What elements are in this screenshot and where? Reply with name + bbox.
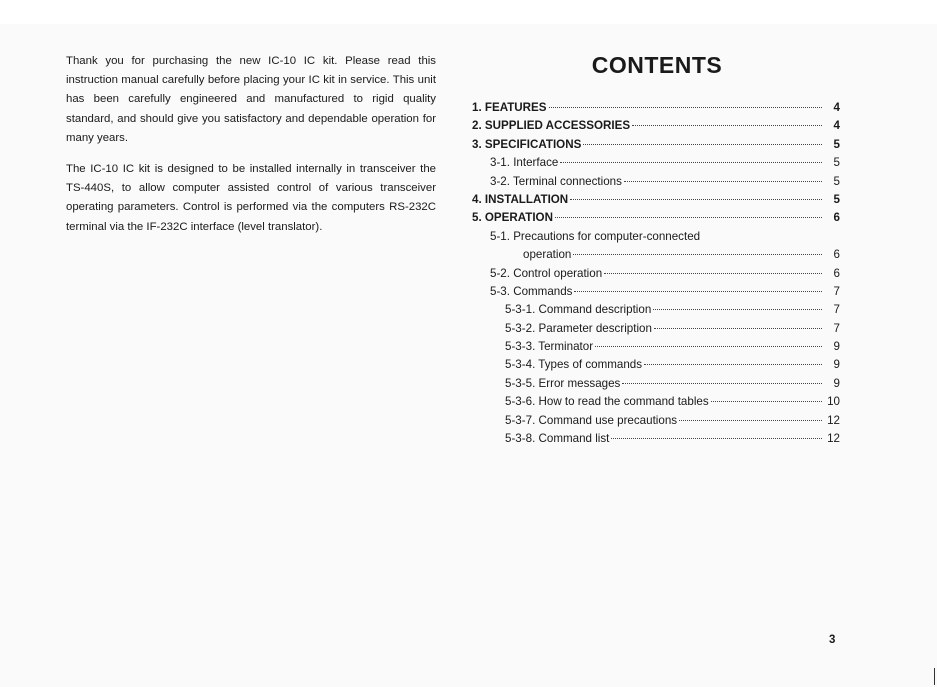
toc-entry-label: 5-3-1. Command description: [505, 303, 652, 317]
toc-entry-precautions[interactable]: [472, 228, 840, 246]
toc-entry-command-list[interactable]: [472, 430, 840, 448]
toc-entry-label: 3-2. Terminal connections: [490, 174, 622, 188]
toc-leader-dots: [574, 291, 822, 292]
toc-entry-label: 3. SPECIFICATIONS: [472, 137, 582, 151]
toc-entry-page: 12: [827, 432, 840, 446]
toc-entry-parameter-description[interactable]: [472, 320, 840, 338]
toc-leader-dots: [570, 199, 822, 200]
intro-paragraph: The IC-10 IC kit is designed to be installed internally in transceiver the TS-440S, to allow computer assisted control of various transceiver operating parameters. Control is performed via the computers RS-232C terminal via the IF-232C interface (level translator).: [66, 163, 436, 233]
toc-entry-precautions-continued[interactable]: [472, 246, 840, 264]
toc-entry-page: 10: [827, 395, 840, 409]
toc-entry-operation[interactable]: [472, 209, 840, 227]
toc-entry-specifications[interactable]: [472, 136, 840, 154]
toc-entry-command-use-precautions[interactable]: [472, 412, 840, 430]
toc-leader-dots: [624, 181, 822, 182]
toc-entry-control-operation[interactable]: [472, 265, 840, 283]
toc-entry-installation[interactable]: [472, 191, 840, 209]
toc-entry-label: 1. FEATURES: [472, 101, 547, 114]
toc-entry-label: operation: [523, 248, 572, 262]
toc-entry-page: 5: [833, 156, 840, 170]
toc-leader-dots: [622, 383, 822, 384]
toc-entry-label: 4. INSTALLATION: [472, 192, 569, 206]
page-number: 3: [829, 634, 836, 646]
table-of-contents: [472, 99, 840, 448]
toc-entry-page: 5: [833, 174, 840, 188]
toc-entry-label: 2. SUPPLIED ACCESSORIES: [472, 119, 631, 133]
toc-leader-dots: [632, 125, 822, 126]
toc-entry-page: 7: [833, 284, 840, 298]
toc-entry-page: 9: [833, 376, 840, 390]
toc-entry-interface[interactable]: [472, 154, 840, 172]
toc-entry-label: 5-3. Commands: [490, 284, 573, 298]
toc-leader-dots: [653, 309, 822, 310]
toc-entry-label: 5-2. Control operation: [490, 266, 603, 280]
toc-entry-page: 7: [833, 321, 840, 335]
toc-entry-page: 6: [833, 266, 840, 280]
toc-entry-label: 5-3-3. Terminator: [505, 340, 594, 354]
toc-leader-dots: [595, 346, 822, 347]
intro-paragraph: Thank you for purchasing the new IC-10 IC kit. Please read this instruction manual carefully before placing your IC kit in service. This unit has been carefully engineered and manufactured to rigid quality standard, and should give you satisfactory and dependable operation for many years.: [66, 55, 436, 144]
toc-leader-dots: [549, 107, 822, 108]
toc-entry-types-of-commands[interactable]: [472, 356, 840, 374]
toc-entry-label: 5-1. Precautions for computer-connected: [490, 229, 701, 243]
toc-leader-dots: [555, 217, 822, 218]
toc-leader-dots: [604, 273, 822, 274]
toc-entry-page: 7: [833, 303, 840, 317]
toc-entry-page: 5: [833, 192, 840, 206]
toc-leader-dots: [711, 401, 822, 402]
toc-leader-dots: [583, 144, 822, 145]
toc-entry-page: 12: [827, 413, 840, 427]
toc-leader-dots: [679, 420, 822, 421]
toc-leader-dots: [560, 162, 822, 163]
toc-leader-dots: [611, 438, 822, 439]
toc-entry-supplied-accessories[interactable]: [472, 117, 840, 135]
toc-entry-error-messages[interactable]: [472, 375, 840, 393]
toc-leader-dots: [644, 364, 822, 365]
toc-entry-page: 4: [833, 101, 840, 114]
toc-entry-terminal-connections[interactable]: [472, 173, 840, 191]
toc-entry-page: 5: [833, 137, 840, 151]
toc-entry-label: 5-3-2. Parameter description: [505, 321, 652, 335]
toc-entry-terminator[interactable]: [472, 338, 840, 356]
toc-entry-label: 5. OPERATION: [472, 211, 553, 225]
toc-entry-label: 5-3-7. Command use precautions: [505, 413, 678, 427]
toc-entry-page: 6: [833, 248, 840, 262]
toc-entry-label: 5-3-6. How to read the command tables: [505, 395, 709, 409]
toc-entry-command-tables[interactable]: [472, 393, 840, 411]
toc-entry-command-description[interactable]: [472, 301, 840, 319]
toc-entry-page: 9: [833, 340, 840, 354]
toc-entry-label: 3-1. Interface: [490, 156, 559, 170]
toc-entry-commands[interactable]: [472, 283, 840, 301]
toc-leader-dots: [573, 254, 822, 255]
toc-entry-label: 5-3-8. Command list: [505, 432, 610, 446]
toc-entry-page: 9: [833, 358, 840, 372]
toc-entry-label: 5-3-4. Types of commands: [505, 358, 643, 372]
intro-text: [66, 52, 436, 249]
toc-entry-page: 4: [833, 119, 840, 133]
toc-entry-page: 6: [833, 211, 840, 225]
contents-title: CONTENTS: [591, 52, 723, 78]
toc-entry-label: 5-3-5. Error messages: [505, 376, 621, 390]
scan-edge-mark: [934, 668, 935, 685]
toc-leader-dots: [654, 328, 822, 329]
toc-entry-features[interactable]: [472, 99, 840, 117]
